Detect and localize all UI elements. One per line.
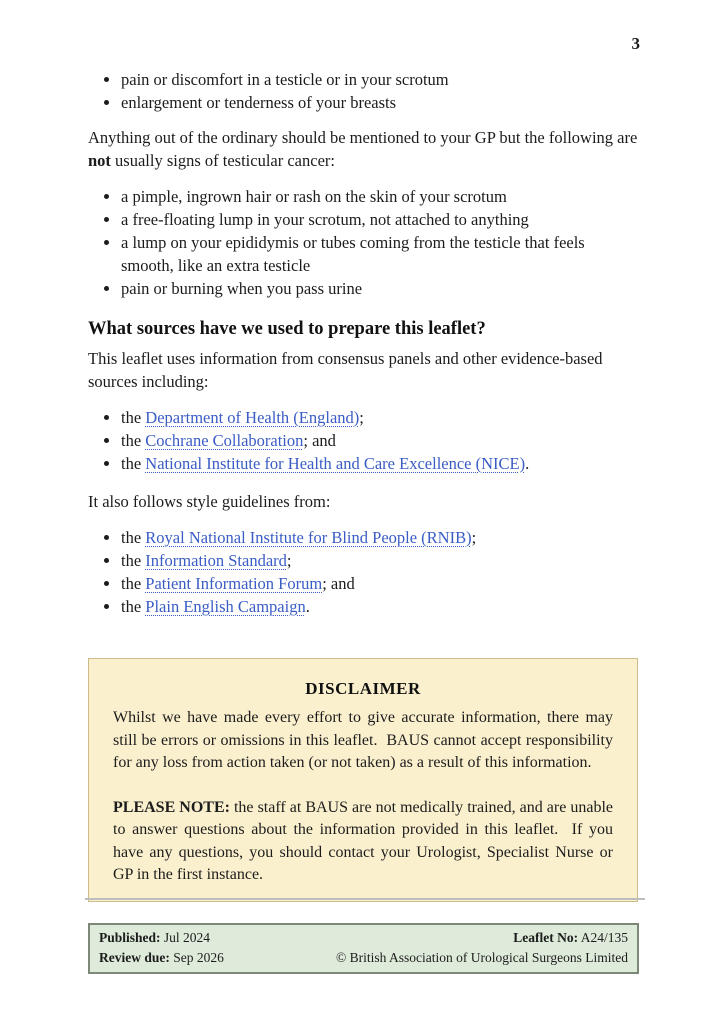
link-suffix: . (525, 454, 530, 473)
disclaimer-note-label: PLEASE NOTE: (113, 798, 230, 816)
disclaimer-note-text: the staff at BAUS are not medically trained, and are unable to answer questions about the information provided in this leaflet. If you have any questions, you should contact your Urologist, Specialist Nurse or GP in the first instance. (113, 798, 617, 883)
link-suffix: ; and (303, 431, 336, 450)
link-suffix: ; and (322, 574, 355, 593)
section-heading-sources: What sources have we used to prepare this leaflet? (88, 319, 486, 339)
list-item: • a lump on your epididymis or tubes coming from the testicle that feels smooth, like an extra testicle (121, 231, 638, 277)
list-item: • a pimple, ingrown hair or rash on the skin of your scrotum (121, 185, 638, 208)
footer-leaflet-info (336, 928, 628, 968)
link-prefix: the (121, 551, 146, 570)
link-suffix: . (305, 597, 310, 616)
list-item (121, 572, 638, 595)
list-item: • pain or burning when you pass urine (121, 277, 638, 300)
review-due-line (99, 948, 224, 968)
list-item: • enlargement or tenderness of your breasts (121, 91, 638, 114)
link-prefix: the (121, 528, 146, 547)
paragraph-text: usually signs of testicular cancer: (110, 151, 335, 170)
paragraph-bold-text: not (88, 151, 111, 170)
list-item (121, 429, 638, 452)
disclaimer-note (113, 797, 617, 887)
not-cancer-bullet-list (88, 185, 638, 300)
footer-box (88, 923, 639, 974)
link-rnib[interactable]: Royal National Institute for Blind People (RNIB) (145, 528, 472, 547)
link-cochrane-collaboration[interactable]: Cochrane Collaboration (145, 431, 304, 450)
link-suffix: ; (286, 551, 292, 570)
disclaimer-box (88, 658, 638, 902)
sources-intro-paragraph: This leaflet uses information from consensus panels and other evidence-based sources including: (88, 349, 603, 391)
link-prefix: the (121, 574, 146, 593)
link-prefix: the (121, 597, 146, 616)
list-item (121, 406, 638, 429)
list-item (121, 549, 638, 572)
link-prefix: the (121, 408, 146, 427)
link-prefix: the (121, 454, 146, 473)
link-suffix: ; (471, 528, 477, 547)
paragraph-text: Anything out of the ordinary should be mentioned to your GP but the following are (88, 128, 638, 147)
link-suffix: ; (359, 408, 364, 427)
sources-link-list (88, 406, 638, 475)
link-department-of-health[interactable]: Department of Health (England) (145, 408, 360, 427)
leaflet-number-line (336, 928, 628, 948)
footer-publication-info (99, 928, 224, 968)
link-prefix: the (121, 431, 146, 450)
list-item: • a free-floating lump in your scrotum, not attached to anything (121, 208, 638, 231)
link-patient-information-forum[interactable]: Patient Information Forum (145, 574, 323, 593)
review-due-label: Review due: (99, 950, 170, 965)
page-number: 3 (631, 34, 640, 53)
link-information-standard[interactable]: Information Standard (145, 551, 287, 570)
list-item (121, 452, 638, 475)
style-guidelines-link-list (88, 526, 638, 618)
published-label: Published: (99, 930, 161, 945)
list-item: • pain or discomfort in a testicle or in your scrotum (121, 68, 638, 91)
gp-advice-paragraph (88, 126, 638, 172)
footer-divider (85, 898, 645, 900)
disclaimer-title: DISCLAIMER (305, 679, 421, 698)
leaflet-number-label: Leaflet No: (513, 930, 579, 945)
symptom-bullet-list (88, 68, 638, 114)
published-line (99, 928, 224, 948)
link-nice[interactable]: National Institute for Health and Care Excellence (NICE) (145, 454, 526, 473)
page-content (88, 68, 638, 902)
disclaimer-body: Whilst we have made every effort to give accurate information, there may still be errors or omissions in this leaflet. BAUS cannot accept responsibility for any loss from action taken (or not taken) as a result of this information. (113, 709, 617, 771)
link-plain-english-campaign[interactable]: Plain English Campaign (145, 597, 306, 616)
review-due-value: Sep 2026 (173, 950, 224, 965)
style-guidelines-intro: It also follows style guidelines from: (88, 492, 331, 511)
list-item (121, 595, 638, 618)
copyright-line: © British Association of Urological Surgeons Limited (336, 950, 628, 965)
list-item (121, 526, 638, 549)
leaflet-number-value: A24/135 (580, 930, 628, 945)
published-value: Jul 2024 (163, 930, 211, 945)
